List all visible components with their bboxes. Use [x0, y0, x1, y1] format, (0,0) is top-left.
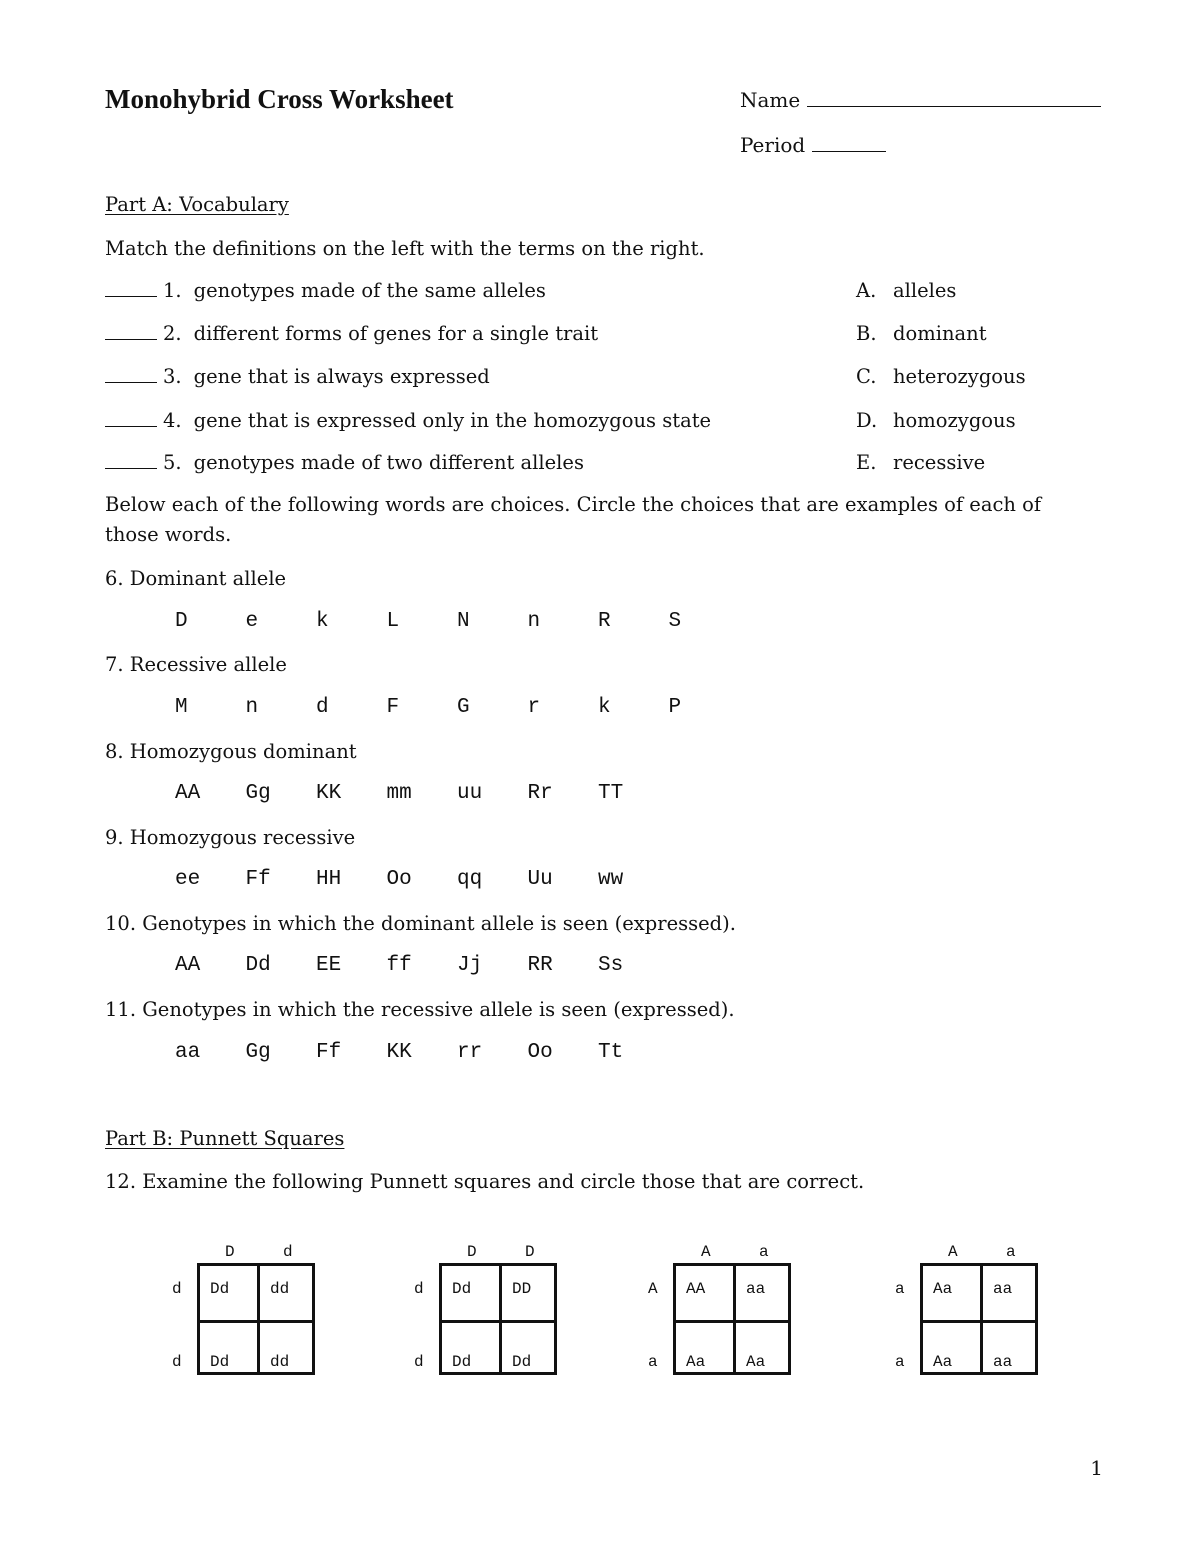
choice-option[interactable]: HH: [316, 868, 342, 891]
grid-divider-horizontal: [676, 1320, 788, 1323]
definition-text: genotypes made of the same alleles: [193, 279, 546, 302]
definition-item: [105, 409, 711, 432]
answer-blank[interactable]: [105, 339, 157, 340]
question-label: 6. Dominant allele: [105, 567, 287, 590]
choice-option[interactable]: Uu: [527, 868, 553, 891]
part-b-heading: Part B: Punnett Squares: [105, 1127, 345, 1150]
choice-option[interactable]: Oo: [386, 868, 412, 891]
term-letter: A.: [856, 279, 877, 302]
offspring-genotype: dd: [270, 1353, 290, 1371]
offspring-genotype: Aa: [933, 1280, 953, 1298]
definition-item: [105, 279, 546, 302]
choice-option[interactable]: k: [316, 610, 329, 633]
term-letter: D.: [856, 409, 878, 432]
choice-option[interactable]: ee: [175, 868, 201, 891]
parent-allele-side: a: [648, 1353, 658, 1371]
name-label: Name: [740, 88, 801, 112]
choice-option[interactable]: Gg: [245, 1041, 271, 1064]
offspring-genotype: Dd: [210, 1353, 230, 1371]
offspring-genotype: DD: [512, 1280, 532, 1298]
choice-option[interactable]: AA: [175, 782, 201, 805]
choice-option[interactable]: ww: [598, 868, 624, 891]
page-number: 1: [1090, 1456, 1103, 1480]
grid-divider-vertical: [257, 1266, 260, 1372]
offspring-genotype: Dd: [452, 1353, 472, 1371]
grid-divider-vertical: [980, 1266, 983, 1372]
choice-option[interactable]: TT: [598, 782, 624, 805]
choice-option[interactable]: n: [527, 610, 541, 633]
parent-allele-top: d: [283, 1243, 293, 1261]
choice-option[interactable]: G: [457, 696, 470, 719]
choice-option[interactable]: Dd: [245, 954, 271, 977]
parent-allele-side: a: [895, 1353, 905, 1371]
offspring-genotype: aa: [746, 1280, 766, 1298]
answer-blank[interactable]: [105, 468, 157, 469]
choice-option[interactable]: M: [175, 696, 188, 719]
definition-number: 5.: [163, 451, 182, 474]
parent-allele-top: A: [701, 1243, 711, 1261]
choice-option[interactable]: EE: [316, 954, 342, 977]
choice-option[interactable]: mm: [386, 782, 412, 805]
definition-number: 2.: [163, 322, 182, 345]
choice-option[interactable]: r: [527, 696, 541, 719]
term-letter: E.: [856, 451, 877, 474]
name-field[interactable]: [740, 88, 1101, 112]
choice-option[interactable]: k: [598, 696, 611, 719]
definition-number: 1.: [163, 279, 182, 302]
question-12: 12. Examine the following Punnett squares and circle those that are correct.: [105, 1170, 865, 1193]
question-label: 8. Homozygous dominant: [105, 740, 357, 763]
offspring-genotype: AA: [686, 1280, 706, 1298]
choice-option[interactable]: n: [245, 696, 259, 719]
period-blank[interactable]: [812, 151, 886, 152]
parent-allele-side: d: [414, 1280, 424, 1298]
choice-option[interactable]: Ff: [316, 1041, 342, 1064]
question-label: 11. Genotypes in which the recessive allele is seen (expressed).: [105, 998, 735, 1021]
definition-item: [105, 451, 584, 474]
term-item: [856, 279, 956, 302]
offspring-genotype: dd: [270, 1280, 290, 1298]
offspring-genotype: Dd: [210, 1280, 230, 1298]
choice-option[interactable]: F: [386, 696, 400, 719]
grid-divider-vertical: [499, 1266, 502, 1372]
term-text: heterozygous: [893, 365, 1026, 388]
question-label: 7. Recessive allele: [105, 653, 287, 676]
parent-allele-side: d: [414, 1353, 424, 1371]
choice-option[interactable]: qq: [457, 868, 483, 891]
choice-option[interactable]: Ff: [245, 868, 271, 891]
answer-blank[interactable]: [105, 426, 157, 427]
definition-number: 4.: [163, 409, 182, 432]
offspring-genotype: Aa: [686, 1353, 706, 1371]
question-label: 10. Genotypes in which the dominant allele is seen (expressed).: [105, 912, 736, 935]
definition-text: different forms of genes for a single trait: [193, 322, 599, 345]
parent-allele-side: d: [172, 1353, 182, 1371]
choice-option[interactable]: S: [668, 610, 682, 633]
answer-blank[interactable]: [105, 296, 157, 297]
choice-option[interactable]: rr: [457, 1041, 483, 1064]
choice-option[interactable]: aa: [175, 1041, 201, 1064]
term-text: homozygous: [893, 409, 1016, 432]
period-label: Period: [740, 133, 806, 157]
choice-option[interactable]: KK: [386, 1041, 412, 1064]
choice-option[interactable]: RR: [527, 954, 553, 977]
choice-option[interactable]: Gg: [245, 782, 271, 805]
grid-divider-horizontal: [923, 1320, 1035, 1323]
answer-blank[interactable]: [105, 382, 157, 383]
grid-divider-vertical: [733, 1266, 736, 1372]
parent-allele-top: D: [225, 1243, 235, 1261]
definition-text: genotypes made of two different alleles: [193, 451, 584, 474]
term-text: recessive: [893, 451, 986, 474]
name-blank[interactable]: [807, 106, 1101, 107]
parent-allele-top: a: [759, 1243, 769, 1261]
definition-number: 3.: [163, 365, 182, 388]
circle-instructions-line1: Below each of the following words are choices. Circle the choices that are examples of each of: [105, 493, 1042, 516]
parent-allele-side: d: [172, 1280, 182, 1298]
offspring-genotype: Dd: [452, 1280, 472, 1298]
choice-option[interactable]: Tt: [598, 1041, 624, 1064]
term-item: [856, 365, 1026, 388]
question-label: 9. Homozygous recessive: [105, 826, 356, 849]
part-a-heading: Part A: Vocabulary: [105, 193, 289, 216]
choice-option[interactable]: R: [598, 610, 611, 633]
choice-option[interactable]: P: [668, 696, 682, 719]
offspring-genotype: Dd: [512, 1353, 532, 1371]
choice-option[interactable]: D: [175, 610, 188, 633]
parent-allele-top: D: [525, 1243, 535, 1261]
term-text: dominant: [893, 322, 987, 345]
offspring-genotype: Aa: [933, 1353, 953, 1371]
choice-option[interactable]: Ss: [598, 954, 624, 977]
worksheet-title: Monohybrid Cross Worksheet: [105, 84, 454, 114]
choice-option[interactable]: KK: [316, 782, 342, 805]
choice-option[interactable]: N: [457, 610, 470, 633]
period-field[interactable]: [740, 133, 886, 157]
term-letter: C.: [856, 365, 877, 388]
grid-divider-horizontal: [200, 1320, 312, 1323]
choice-option[interactable]: Oo: [527, 1041, 553, 1064]
choice-option[interactable]: Jj: [457, 954, 483, 977]
choice-option[interactable]: uu: [457, 782, 483, 805]
choice-option[interactable]: ff: [386, 954, 412, 977]
definition-item: [105, 322, 598, 345]
parent-allele-top: a: [1006, 1243, 1016, 1261]
choice-option[interactable]: L: [386, 610, 400, 633]
parent-allele-top: D: [467, 1243, 477, 1261]
definition-text: gene that is always expressed: [193, 365, 490, 388]
offspring-genotype: aa: [993, 1353, 1013, 1371]
parent-allele-top: A: [948, 1243, 958, 1261]
choice-option[interactable]: e: [245, 610, 259, 633]
term-letter: B.: [856, 322, 877, 345]
term-item: [856, 322, 987, 345]
term-item: [856, 451, 985, 474]
offspring-genotype: aa: [993, 1280, 1013, 1298]
grid-divider-horizontal: [442, 1320, 554, 1323]
choice-option[interactable]: d: [316, 696, 329, 719]
choice-option[interactable]: Rr: [527, 782, 553, 805]
choice-option[interactable]: AA: [175, 954, 201, 977]
term-text: alleles: [893, 279, 957, 302]
part-a-instructions: Match the definitions on the left with the terms on the right.: [105, 237, 705, 260]
definition-item: [105, 365, 490, 388]
term-item: [856, 409, 1016, 432]
parent-allele-side: a: [895, 1280, 905, 1298]
parent-allele-side: A: [648, 1280, 658, 1298]
circle-instructions-line2: those words.: [105, 523, 232, 546]
offspring-genotype: Aa: [746, 1353, 766, 1371]
definition-text: gene that is expressed only in the homozygous state: [193, 409, 712, 432]
